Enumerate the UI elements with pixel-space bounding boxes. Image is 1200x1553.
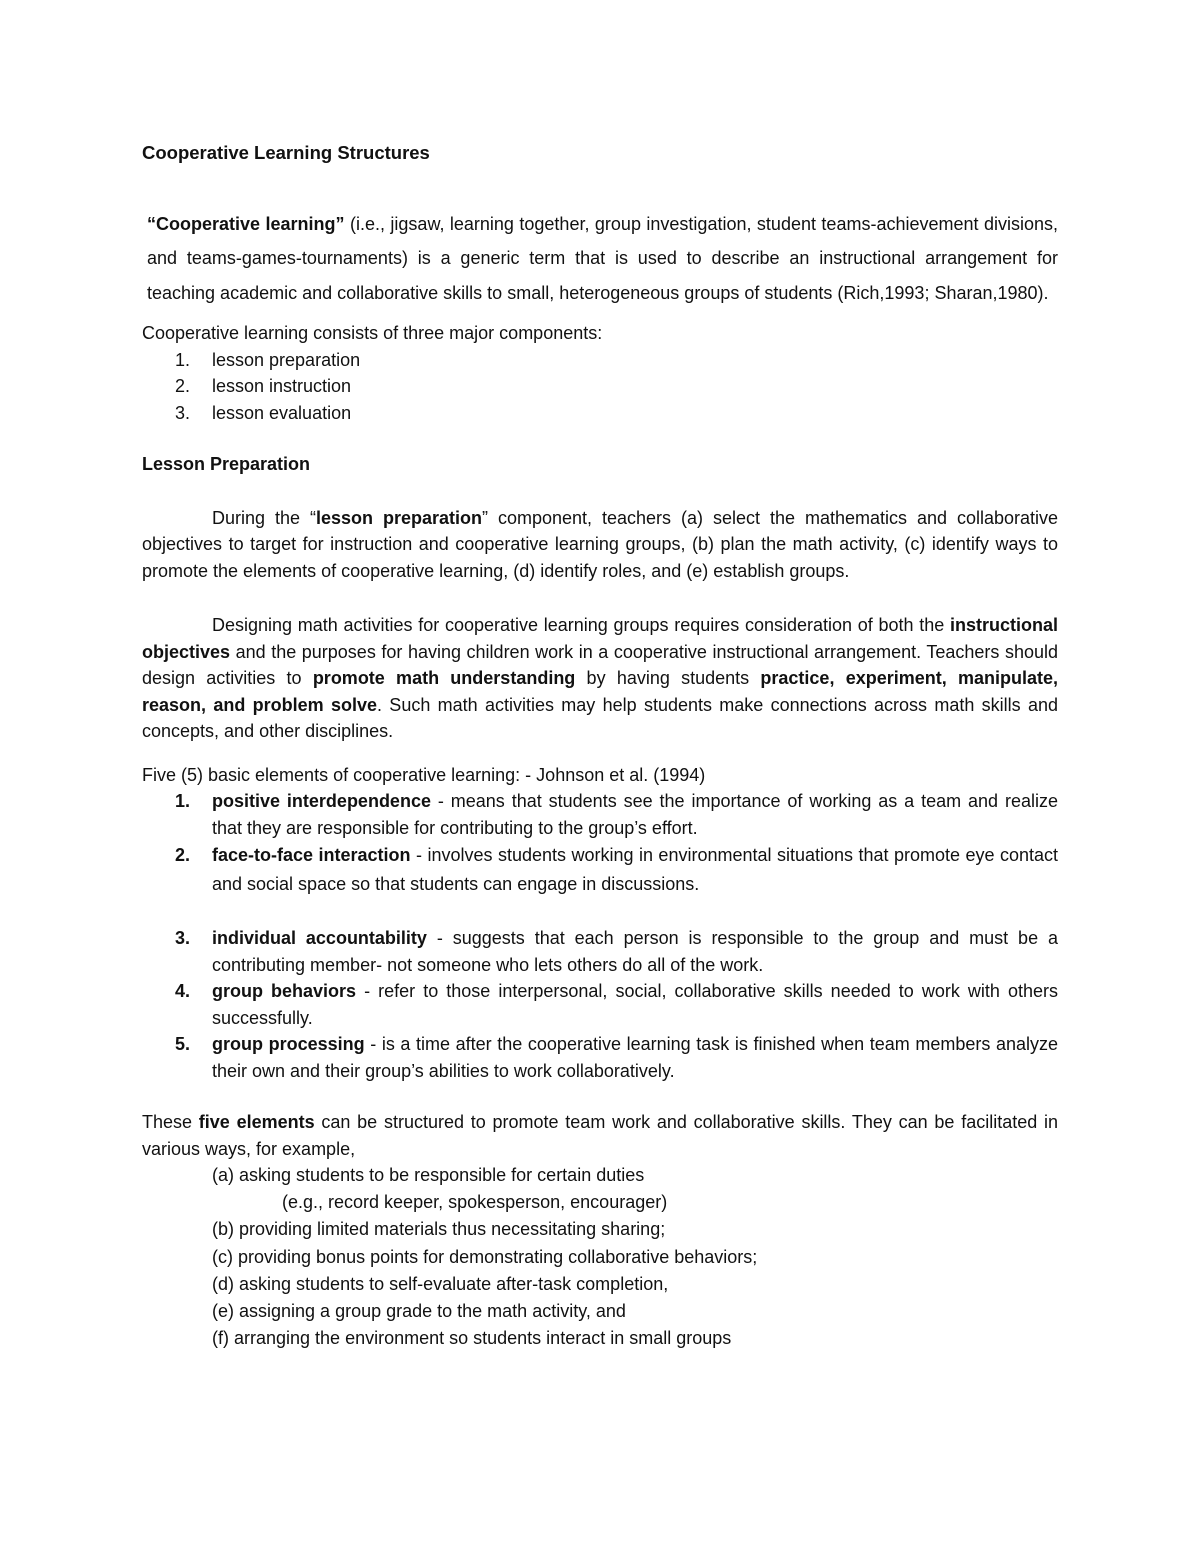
text-segment: These [142, 1112, 199, 1132]
five-elements-list [142, 788, 1058, 1084]
element-term: positive interdependence [212, 791, 431, 811]
list-item [142, 347, 1058, 374]
bold-term: instructional objectives [142, 615, 1058, 662]
bold-term: lesson preparation [315, 507, 482, 528]
text-segment: and the purposes for having children work in a cooperative instructional arrangement. Teachers should design activities to [142, 641, 1058, 688]
components-list [142, 347, 1058, 427]
list-item-label: lesson instruction [212, 376, 352, 396]
examples-list [142, 1162, 1058, 1352]
element-term: group behaviors [212, 981, 357, 1001]
components-intro: Cooperative learning consists of three major components: [142, 323, 603, 343]
element-description: - refer to those interpersonal, social, collaborative skills needed to work with others successfully. [212, 981, 1058, 1028]
text-segment: . Such math activities may help students make connections across math skills and concepts, and other disciplines. [142, 694, 1058, 741]
intro-term: “Cooperative learning” [147, 213, 345, 234]
section-heading-lesson-preparation: Lesson Preparation [142, 454, 311, 474]
document-page [142, 140, 1058, 1352]
list-item [142, 978, 1058, 1031]
text-segment: ” component, teachers (a) select the mathematics and collaborative objectives to target for instruction and cooperative learning groups, (b) plan the math activity, (c) identify ways to promote the elements of cooperative learning, (d) identify roles, and (e) establish groups. [142, 507, 1059, 581]
element-term: individual accountability [212, 928, 427, 948]
list-item [142, 925, 1058, 978]
text-segment: can be structured to promote team work and collaborative skills. They can be facilitated in various ways, for example, [142, 1112, 1059, 1159]
example-item: (e) assigning a group grade to the math activity, and [212, 1301, 626, 1322]
example-item: (b) providing limited materials thus necessitating sharing; [212, 1219, 666, 1240]
element-description: - is a time after the cooperative learning task is finished when team members analyze their own and their group’s abilities to work collaboratively. [212, 1034, 1059, 1081]
list-number: 1. [175, 791, 191, 811]
element-description: - means that students see the importance of working as a team and realize that they are responsible for contributing to the group’s effort. [212, 791, 1058, 838]
element-description: - involves students working in environmental situations that promote eye contact and social space so that students can engage in discussions. [212, 845, 1058, 894]
text-segment: Designing math activities for cooperative learning groups requires consideration of both the [212, 615, 950, 635]
list-item [142, 373, 1058, 400]
example-item: (f) arranging the environment so students interact in small groups [212, 1328, 732, 1349]
lesson-preparation-paragraph-2 [142, 612, 1058, 745]
list-item-label: lesson evaluation [212, 402, 352, 423]
element-term: face-to-face interaction [212, 845, 411, 865]
list-number: 3. [175, 928, 191, 948]
element-term: group processing [212, 1034, 365, 1054]
closing-paragraph [142, 1109, 1058, 1162]
bold-term: five elements [198, 1112, 315, 1132]
list-number: 1. [175, 349, 191, 370]
list-number: 4. [175, 981, 191, 1001]
list-number: 3. [175, 402, 191, 423]
five-elements-intro: Five (5) basic elements of cooperative learning: - Johnson et al. (1994) [142, 764, 706, 785]
bold-term: practice, experiment, manipulate, reason, and problem solve [142, 668, 1058, 715]
list-item [142, 788, 1058, 841]
intro-paragraph [142, 207, 1058, 311]
list-item [142, 400, 1058, 427]
text-segment: by having students [575, 668, 761, 688]
list-item [142, 841, 1058, 899]
list-number: 2. [175, 376, 191, 396]
lesson-preparation-paragraph-1 [142, 505, 1058, 585]
intro-text: (i.e., jigsaw, learning together, group investigation, student teams-achievement divisions, and teams-games-tournaments) is a generic term that is used to describe an instructional arrangement for teaching academic and collaborative skills to small, heterogeneous groups of students (Rich,1993; Sharan,1980). [147, 213, 1058, 303]
element-description: - suggests that each person is responsible to the group and must be a contributing member- not someone who lets others do all of the work. [212, 928, 1058, 975]
bold-term: promote math understanding [312, 668, 576, 688]
document-title: Cooperative Learning Structures [142, 142, 430, 163]
example-item: (c) providing bonus points for demonstrating collaborative behaviors; [212, 1246, 758, 1267]
text-segment: During the “ [212, 507, 316, 528]
list-number: 2. [175, 845, 191, 865]
example-item: (a) asking students to be responsible for certain duties [212, 1165, 645, 1185]
list-number: 5. [175, 1034, 191, 1054]
example-item: (e.g., record keeper, spokesperson, encourager) [282, 1192, 668, 1213]
example-item: (d) asking students to self-evaluate after-task completion, [212, 1273, 669, 1294]
list-item-label: lesson preparation [212, 349, 361, 370]
list-item [142, 1031, 1058, 1084]
